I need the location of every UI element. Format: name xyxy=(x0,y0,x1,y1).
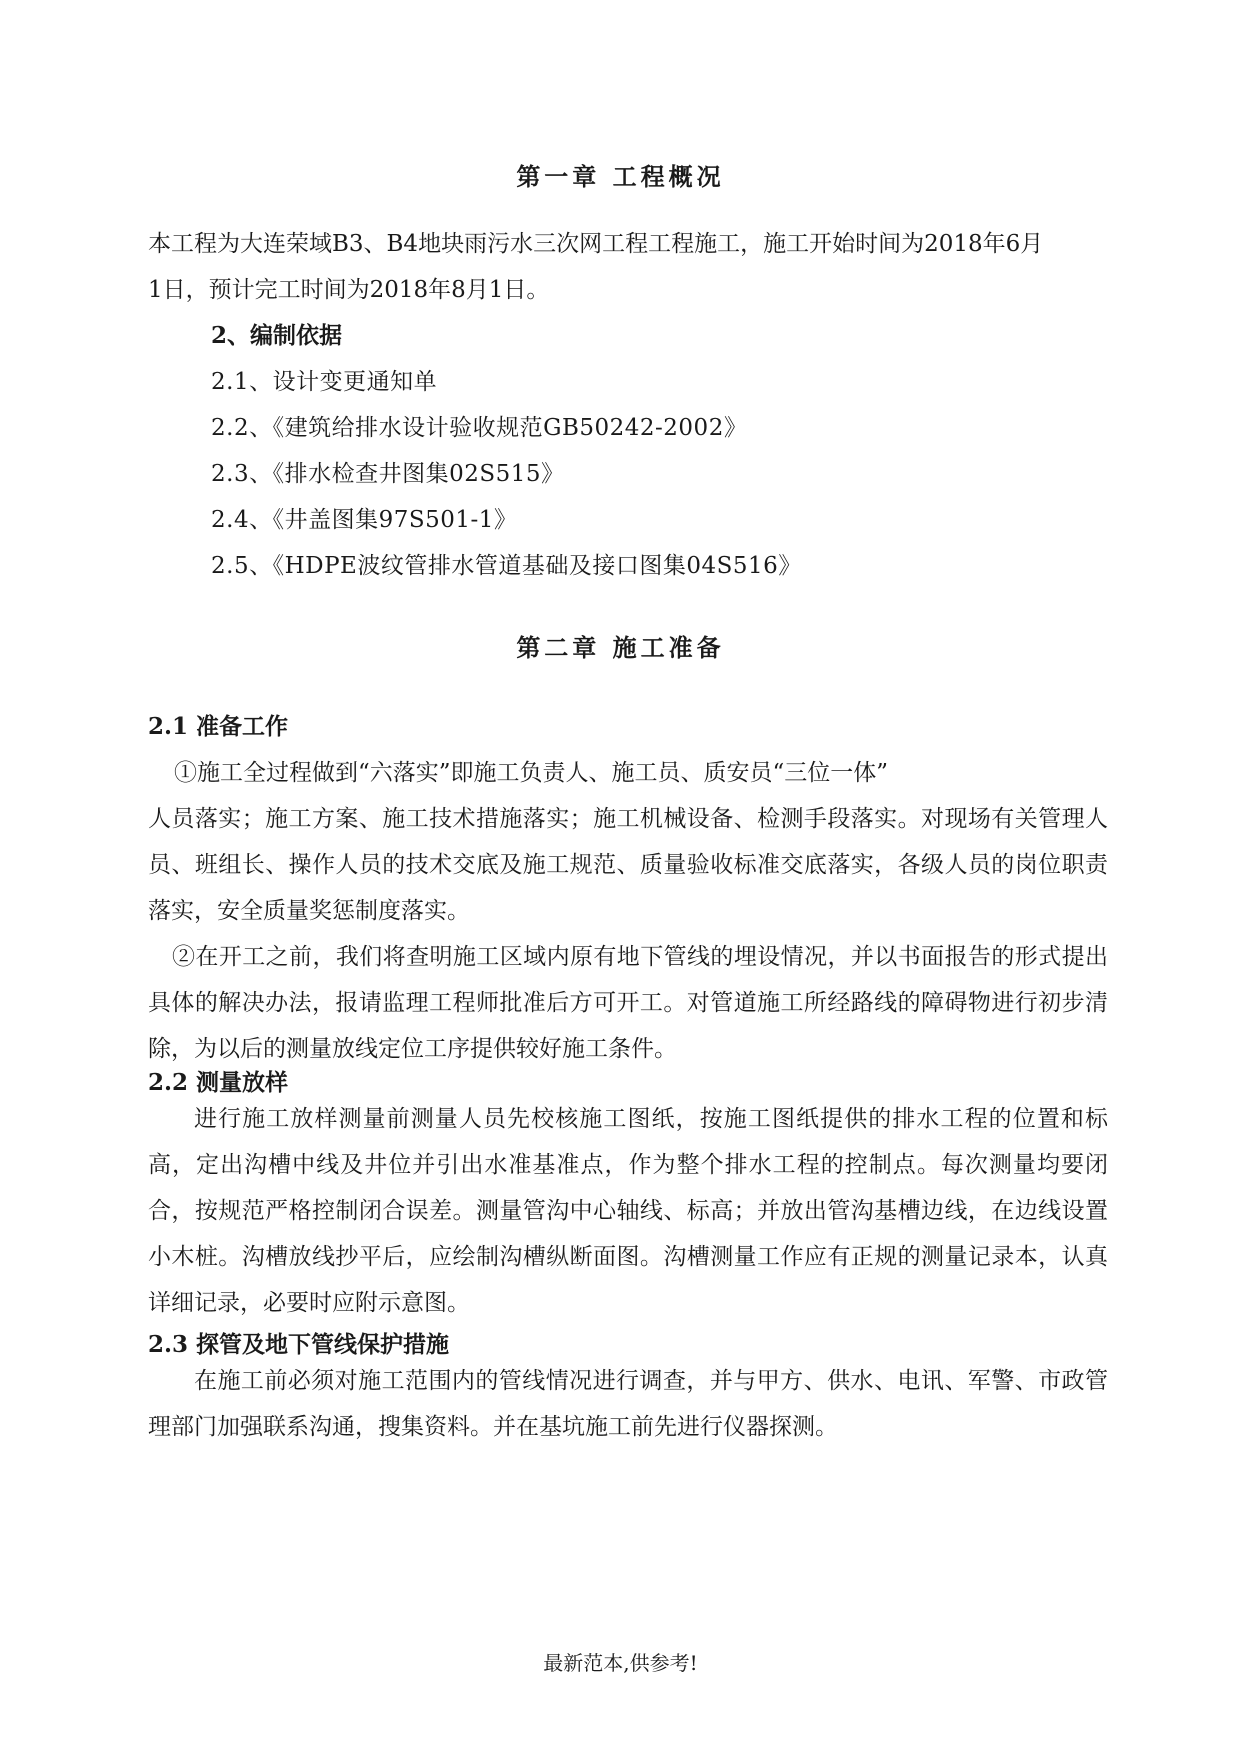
section-2-1-p2: ②在开工之前，我们将查明施工区域内原有地下管线的埋设情况，并以书面报告的形式提出具体的解决办法，报请监理工程师批准后方可开工。对管道施工所经路线的障碍物进行初步清除，为以后的测量放线定位工序提供较好施工条件。 xyxy=(148,944,1108,1062)
chapter-2-title: 第二章 施工准备 xyxy=(516,633,725,662)
reference-item: 2.1、设计变更通知单 xyxy=(211,369,438,395)
reference-item: 2.2、《建筑给排水设计验收规范GB50242-2002》 xyxy=(211,415,748,441)
reference-item: 2.3、《排水检查井图集02S515》 xyxy=(211,461,565,487)
section-2-1-p1-first-line: ①施工全过程做到“六落实”即施工负责人、施工员、质安员“三位一体” xyxy=(174,760,889,786)
section-2-2-heading: 2.2 测量放样 xyxy=(148,1069,289,1096)
section-2-2-p1: 进行施工放样测量前测量人员先校核施工图纸，按施工图纸提供的排水工程的位置和标高，定出沟槽中线及井位并引出水准基准点，作为整个排水工程的控制点。每次测量均要闭合，按规范严格控制闭合误差。测量管沟中心轴线、标高；并放出管沟基槽边线，在边线设置小木桩。沟槽放线抄平后，应绘制沟槽纵断面图。沟槽测量工作应有正规的测量记录本，认真详细记录，必要时应附示意图。 xyxy=(148,1106,1108,1316)
basis-heading: 2、编制依据 xyxy=(211,322,343,349)
intro-line-1: 本工程为大连荣域B3、B4地块雨污水三次网工程工程施工，施工开始时间为2018年6月 xyxy=(148,231,1044,257)
page-footer: 最新范本,供参考! xyxy=(543,1651,698,1675)
reference-item: 2.4、《井盖图集97S501-1》 xyxy=(211,507,518,533)
section-2-1-heading: 2.1 准备工作 xyxy=(148,713,289,740)
intro-line-2: 1日，预计完工时间为2018年8月1日。 xyxy=(148,277,550,303)
reference-item: 2.5、《HDPE波纹管排水管道基础及接口图集04S516》 xyxy=(211,553,802,579)
section-2-3-heading: 2.3 探管及地下管线保护措施 xyxy=(148,1331,450,1358)
section-2-3-p1: 在施工前必须对施工范围内的管线情况进行调查，并与甲方、供水、电讯、军警、市政管理部门加强联系沟通，搜集资料。并在基坑施工前先进行仪器探测。 xyxy=(148,1368,1108,1440)
chapter-1-title: 第一章 工程概况 xyxy=(516,162,725,191)
section-2-1-p1-rest: 人员落实；施工方案、施工技术措施落实；施工机械设备、检测手段落实。对现场有关管理人员、班组长、操作人员的技术交底及施工规范、质量验收标准交底落实，各级人员的岗位职责落实，安全质量奖惩制度落实。 xyxy=(148,806,1108,924)
